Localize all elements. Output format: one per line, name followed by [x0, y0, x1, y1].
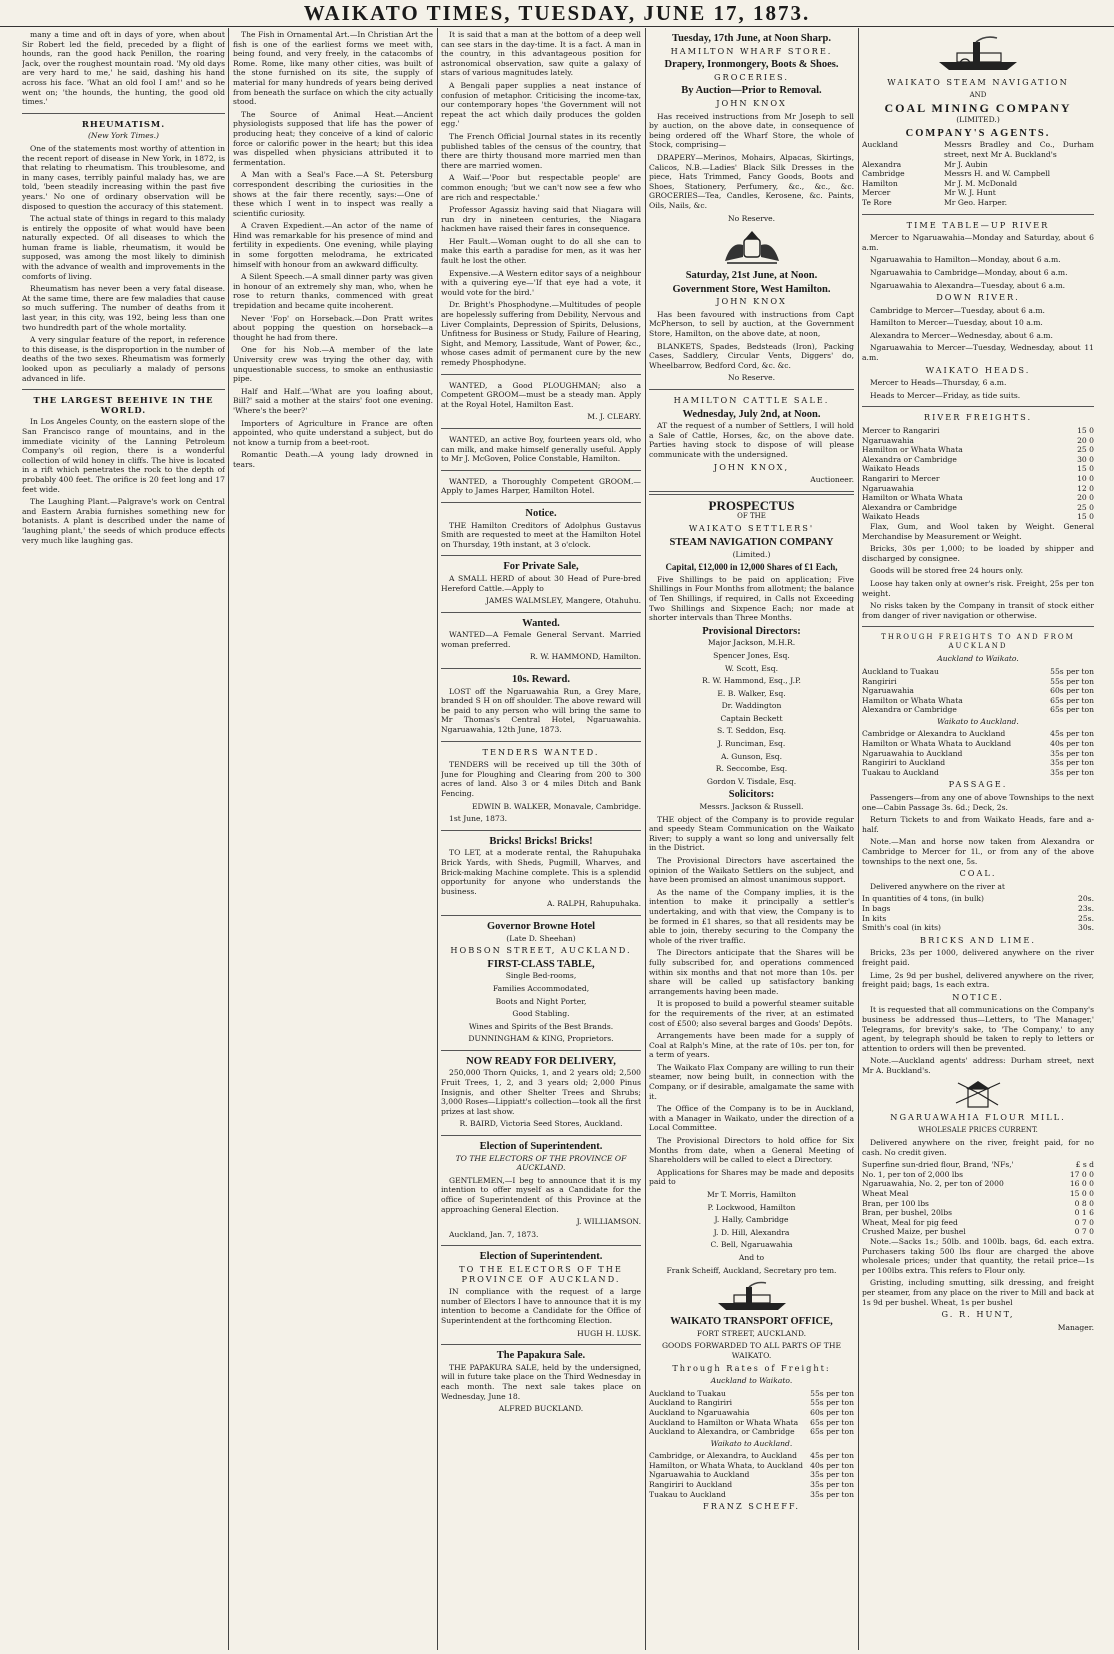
- freight-note: Goods will be stored free 24 hours only.: [870, 566, 1024, 576]
- agent-name: P. Lockwood, Hamilton: [707, 1202, 796, 1212]
- prospectus-body: Arrangements have been made for a supply of Coal at Ralph's Mine, at the rate of 10s. per ton, for a term of years.: [649, 1031, 854, 1060]
- advert-line: Families Accommodated,: [492, 983, 590, 993]
- advert-body: WANTED—A Female General Servant. Married woman preferred.: [441, 630, 641, 649]
- auction-body: Has received instructions from Mr Joseph to sell by auction, on the above date, in consequence of being ordered off the Wharf Store, the whole of Stock, comprising—: [649, 111, 854, 150]
- coal-row: In bags 23s.: [862, 903, 1094, 913]
- rate-row: Cambridge or Alexandra to Auckland 45s per ton: [862, 729, 1094, 739]
- bricks-title: BRICKS AND LIME.: [920, 934, 1036, 945]
- rate-row: Alexandra or Cambridge 65s per ton: [862, 705, 1094, 715]
- mill-signature-title: Manager.: [1057, 1322, 1094, 1332]
- auctioneer-title: Auctioneer.: [810, 475, 854, 485]
- rate-row: Tuakau to Auckland 35s per ton: [862, 767, 1094, 777]
- column-4: [649, 30, 854, 1648]
- advert-body: A SMALL HERD of about 30 Head of Pure-bred Hereford Cattle.—Apply to: [441, 573, 641, 593]
- rates-subtitle: Auckland to Waikato.: [937, 654, 1019, 664]
- price-row: Ngaruawahia, No. 2, per ton of 2000 16 0 0: [862, 1179, 1094, 1189]
- freight-row: Waikato Heads 15 0: [862, 512, 1094, 522]
- advert-signature: EDWIN B. WALKER, Monavale, Cambridge.: [471, 801, 641, 811]
- rate-row: Hamilton or Whata Whata 65s per ton: [862, 695, 1094, 705]
- advert-signature: A. RALPH, Rahupuhaka.: [546, 899, 641, 909]
- column-rule: [645, 28, 646, 1650]
- timetable-line: Ngaruawahia to Alexandra—Tuesday, about 6 a.m.: [870, 280, 1066, 290]
- auction-date: Wednesday, July 2nd, at Noon.: [682, 408, 821, 420]
- prospectus-body: The Office of the Company is to be in Auckland, with a Manager in Waikato, under the direction of a Local Committee.: [649, 1104, 854, 1133]
- timetable-title: DOWN RIVER.: [936, 292, 1020, 303]
- article-source: (New York Times.): [87, 131, 160, 141]
- auction-body: BLANKETS, Spades, Bedsteads (Iron), Packing Cases, Saddlery, Circular Vents, Diggers' do, Wheelbarrow, Bedford Cord, &c. &c.: [649, 341, 854, 370]
- auctioneer-name: JOHN KNOX: [716, 97, 787, 108]
- rate-row: Auckland to Hamilton or Whata Whata 65s per ton: [649, 1417, 854, 1427]
- rates-subtitle: Auckland to Waikato.: [710, 1376, 793, 1386]
- price-row: Bran, per 100 lbs 0 8 0: [862, 1198, 1094, 1208]
- article-paragraph: It is said that a man at the bottom of a deep well can see stars in the day-time. It is a fact. A man in the country, in this advantageous position for astronomical observation, saw quite a galaxy of stars of various magnitudes lately.: [441, 30, 641, 78]
- article-title-beehive: THE LARGEST BEEHIVE IN THE WORLD.: [33, 395, 214, 415]
- rates-subtitle: Waikato to Auckland.: [710, 1438, 793, 1448]
- column-2: [233, 30, 433, 1648]
- transport-title: WAIKATO TRANSPORT OFFICE,: [670, 1316, 833, 1328]
- director-name: A. Gunson, Esq.: [720, 751, 783, 761]
- article-paragraph: A Craven Expedient.—An actor of the name of Hind was remarkable for his presence of mind and fertility in expedients. One evening, while playing in some forgotten melodrama, he extricated himself with honour from an awkward difficulty.: [233, 221, 433, 269]
- rate-row: Ngaruawahia 60s per ton: [862, 686, 1094, 696]
- article-paragraph: A Bengali paper supplies a neat instance of confusion of metaphor. Criticising the income-tax, our contemporary hopes 'the Government will not repeat the act which daily produces the golden egg.': [441, 80, 641, 129]
- timetable-title: TIME TABLE—UP RIVER: [906, 219, 1050, 230]
- prospectus-body: The Directors anticipate that the Shares will be fully subscribed for, and operations commenced within six months and that not more than 10s. per share will be called up satisfactory banking arrangements having been made.: [649, 948, 854, 996]
- advert-title: Notice.: [525, 507, 557, 519]
- article-intro: many a time and oft in days of yore, when about Sir Robert led the field, preceded by a flight of hounds, ran the good hack Penillon, the roaring Jack, over the roughest mountain road. 'My old days are very hard to me,' he said, dashing his hand across his face. 'What an old fool I am!' and so he went on; 'the hounds, the hunting, the good old times.': [22, 30, 225, 107]
- advert-boy: WANTED, an active Boy, fourteen years old, who can milk, and make himself generally useful. Apply to Mr J. McGoven, Police Constable, Hamilton.: [441, 434, 641, 464]
- article-paragraph: The Fish in Ornamental Art.—In Christian Art the fish is one of the earliest forms we meet with, being found, and very freely, in the catacombs of Rome. Rome, like many other cities, was built of the stone furnished on its site, the supply of material for many hundreds of years being derived from beneath the surface on which the city actually stood.: [233, 30, 433, 107]
- prospectus-company: STEAM NAVIGATION COMPANY: [669, 536, 834, 548]
- advert-signature: HUGH H. LUSK.: [577, 1328, 641, 1338]
- article-title-rheumatism: RHEUMATISM.: [81, 118, 166, 129]
- freight-note: Loose hay taken only at owner's risk. Freight, 25s per ton weight.: [862, 578, 1094, 598]
- freight-row: Ngaruawahia 20 0: [862, 435, 1094, 445]
- agent-row: Cambridge Messrs H. and W. Campbell: [862, 169, 1051, 179]
- rate-row: Rangiriri to Auckland 35s per ton: [649, 1480, 854, 1490]
- auction-body: AT the request of a number of Settlers, I will hold a Sale of Cattle, Horses, &c, on the above date. Parties having stock to dispose of will please communicate with the undersigned.: [649, 421, 854, 459]
- passage-body: Return Tickets to and from Waikato Heads, fare and a-half.: [862, 815, 1094, 834]
- rate-row: Ngaruawahia to Auckland 35s per ton: [649, 1470, 854, 1480]
- company-and: AND: [969, 90, 987, 99]
- freight-row: Waikato Heads 15 0: [862, 464, 1094, 474]
- transport-body: GOODS FORWARDED TO ALL PARTS OF THE WAIKATO.: [661, 1341, 841, 1360]
- flour-mill-icon: [948, 1079, 1008, 1109]
- timetable-line: Ngaruawahia to Hamilton—Monday, about 6 a.m.: [870, 255, 1061, 265]
- auction-note: No Reserve.: [727, 373, 776, 383]
- advert-phosphodyne: Dr. Bright's Phosphodyne.—Multitudes of people are hopelessly suffering from Debility, Nervous and Liver Complaints, Depression of Spirits, Delusions, Unfitness for Business or Study, Failure of Hearing, Sight, and Memory, Lassitude, Want of Power, &c., whose cases admit of permanent cure by the new remedy Phosphodyne.: [441, 300, 641, 367]
- coal-title: COAL.: [959, 868, 997, 879]
- royal-arms-icon: [717, 227, 787, 267]
- article-paragraph: A very singular feature of the report, in reference to this disease, is the disproportion in the number of deaths of the two sexes. Rheumatism was formerly looked upon as peculiarly a malady of persons advanced in life.: [22, 335, 225, 383]
- article-paragraph: Importers of Agriculture in France are often appointed, who quite understand a subject, but do not know a turnip from a beet-root.: [233, 418, 433, 447]
- advert-title: Bricks! Bricks! Bricks!: [489, 835, 593, 847]
- agent-name: J. D. Hill, Alexandra: [713, 1227, 790, 1237]
- article-paragraph: The Source of Animal Heat.—Ancient physiologists supposed that life has the power of producing heat; they conceive of a kind of caloric force or calorific power in the heart; but this idea was dispelled when physicians attributed it to fermentation.: [233, 109, 433, 167]
- director-name: Dr. Waddington: [721, 701, 782, 711]
- director-name: Major Jackson, M.H.R.: [707, 638, 796, 648]
- advert-body: THE PAPAKURA SALE, held by the undersigned, will in future take place on the Third Wednesday in each month. The next sale takes place on Wednesday, June 18.: [441, 1362, 641, 1401]
- advert-title: The Papakura Sale.: [496, 1350, 586, 1362]
- rate-row: Auckland to Rangiriri 55s per ton: [649, 1398, 854, 1408]
- rate-row: Ngaruawahia to Auckland 35s per ton: [862, 748, 1094, 758]
- advert-groom: WANTED, a Thoroughly Competent GROOM.—Apply to James Harper, Hamilton Hotel.: [441, 476, 641, 496]
- mill-signature: G. R. HUNT,: [941, 1309, 1015, 1320]
- column-1: [22, 30, 225, 1648]
- agent-name: Mr T. Morris, Hamilton: [706, 1190, 797, 1199]
- agent-name: J. Hally, Cambridge: [714, 1215, 789, 1225]
- rate-row: Auckland to Tuakau 55s per ton: [649, 1388, 854, 1398]
- advert-line: Boots and Night Porter,: [495, 996, 587, 1006]
- article-paragraph: Half and Half.—'What are you loafing about, Bill?' said a mother at the stairs' foot one evening. 'Where's the beer?': [233, 386, 433, 415]
- column-3: [441, 30, 641, 1648]
- advert-subtitle: (Late D. Sheehan): [506, 933, 576, 943]
- prospectus-body: Five Shillings to be paid on application; Five Shillings in Four Months from allotment; the balance of Ten Shillings, if required, in Calls not Exceeding Two Shillings and Sixpence Each; nor made at shorter intervals than Three Months.: [649, 574, 854, 623]
- freight-row: Alexandra or Cambridge 25 0: [862, 502, 1094, 512]
- auction-note: No Reserve.: [727, 213, 776, 223]
- prospectus-body: As the name of the Company implies, it is the intention to make it principally a settler's undertaking, and with that view, the Company is to be formed in £1 shares, so that all residents may be able to join, thereby securing to the Company the whole of the river traffic.: [649, 887, 854, 945]
- agent-row: Mercer Mr W. J. Hunt: [862, 188, 996, 198]
- prospectus-body: THE object of the Company is to provide regular and speedy Steam Communication on the Waikato River; to supply a want so long and universally felt in the District.: [649, 814, 854, 853]
- article-paragraph: Never 'Fop' on Horseback.—Don Pratt writes about popping the question on horseback—a thought he had from there.: [233, 313, 433, 342]
- notice-title: NOTICE.: [952, 991, 1004, 1002]
- advert-body: 250,000 Thorn Quicks, 1, and 2 years old; 2,500 Fruit Trees, 1, 2, and 3 years old; 2,000 Pinus Insignis, and other Shelter Trees and Shrubs; 3,000 Roses—Lippiatt's collection—took all the first prizes at last show.: [441, 1068, 641, 1116]
- agent-name: And to: [738, 1252, 765, 1262]
- advert-line: Single Bed-rooms,: [505, 971, 577, 981]
- timetable-line: Cambridge to Mercer—Tuesday, about 6 a.m.: [870, 305, 1045, 315]
- advert-body: TENDERS will be received up till the 30th of June for Ploughing and Clearing from 200 to 300 acres of land. Also 3 or 4 miles Ditch and Bank Fencing.: [441, 760, 641, 798]
- director-name: Captain Beckett: [720, 713, 783, 723]
- advert-body: TO LET, at a moderate rental, the Rahupuhaka Brick Yards, with Sheds, Pugmill, Wharves, and Brick-making Machine complete. This is a splendid opportunity for anyone who understands the business.: [441, 848, 641, 896]
- timetable-line: Ngaruawahia to Cambridge—Monday, about 6 a.m.: [870, 267, 1068, 277]
- passage-body: Passengers—from any one of above Townships to the next one—Cabin Passage 3s. 6d.; Deck, 2s.: [862, 793, 1094, 812]
- advert-date: Auckland, Jan. 7, 1873.: [449, 1229, 539, 1239]
- timetable-line: Hamilton to Mercer—Tuesday, about 10 a.m.: [870, 318, 1043, 328]
- through-title: THROUGH FREIGHTS TO AND FROM AUCKLAND: [881, 633, 1075, 651]
- prospectus-of: OF THE: [737, 512, 766, 521]
- advert-line: Wines and Spirits of the Best Brands.: [468, 1021, 614, 1031]
- freight-row: Ngaruawahia 12 0: [862, 483, 1094, 493]
- freights-title: RIVER FREIGHTS.: [923, 412, 1033, 423]
- price-row: No. 1, per ton of 2,000 lbs 17 0 0: [862, 1169, 1094, 1179]
- director-name: E. B. Walker, Esq.: [717, 688, 786, 698]
- article-paragraph: The French Official Journal states in its recently published tables of the census of the country, that there are thirty thousand more married men than there are married women.: [441, 131, 641, 170]
- column-rule: [858, 28, 859, 1650]
- advert-signature: J. WILLIAMSON.: [576, 1217, 641, 1227]
- advert-body: LOST off the Ngaruawahia Run, a Grey Mare, branded S H on off shoulder. The above reward will be paid to any person who will bring the same to Mr Thomas's Central Hotel, Ngaruawahia. Ngaruawahia, 12th June, 1873.: [441, 686, 641, 735]
- coal-row: Smith's coal (in kits) 30s.: [862, 923, 1094, 933]
- director-name: R. W. Hammond, Esq., J.P.: [702, 676, 801, 686]
- prospectus-body: Applications for Shares may be made and deposits paid to: [649, 1167, 854, 1187]
- advert-street: HOBSON STREET, AUCKLAND.: [450, 945, 632, 956]
- mill-note: Note.—Sacks 1s.; 50lb. and 100lb. bags, 6d. each extra. Purchasers taking 500 lbs flour are charged the above wholesale prices; under that quantity, the retail price—1s per 100lbs extra. This refers to Flour only.: [862, 1237, 1094, 1275]
- auction-subhead: GROCERIES.: [714, 71, 789, 82]
- article-paragraph: Professor Agassiz having said that Niagara will run dry in nineteen centuries, the Niagara hackmen have raised their fares in consequence.: [441, 205, 641, 234]
- advert-signature: JAMES WALMSLEY, Mangere, Otahuhu.: [485, 596, 641, 606]
- rate-row: Auckland to Tuakau 55s per ton: [862, 666, 1094, 676]
- advert-ploughman: WANTED, a Good PLOUGHMAN; also a Competent GROOM—must be a steady man. Apply at the Royal Hotel, Hamilton East.: [441, 380, 641, 409]
- solicitors-title: Solicitors:: [728, 789, 775, 801]
- advert-body: GENTLEMEN,—I beg to announce that it is my intention to offer myself as a Candidate for the office of Superintendent of this Province at the approaching General Election.: [441, 1175, 641, 1214]
- freight-row: Hamilton or Whata Whata 20 0: [862, 493, 1094, 503]
- prospectus-title: PROSPECTUS: [708, 497, 795, 513]
- auction-venue: HAMILTON WHARF STORE.: [670, 45, 833, 56]
- mill-subtitle: WHOLESALE PRICES CURRENT.: [918, 1126, 1038, 1135]
- agent-row: Hamilton Mr J. M. McDonald: [862, 178, 1018, 188]
- column-rule: [228, 28, 229, 1650]
- price-row: Superfine sun-dried flour, Brand, 'NFs,' £ s d: [862, 1160, 1094, 1170]
- price-row: Crushed Maize, per bushel 0 7 0: [862, 1227, 1094, 1237]
- advert-subtitle: TO THE ELECTORS OF THE PROVINCE OF AUCKLAND.: [459, 1263, 623, 1284]
- coal-intro: Delivered anywhere on the river at: [870, 881, 1005, 891]
- freight-row: Hamilton or Whata Whata 25 0: [862, 445, 1094, 455]
- auction-date: Saturday, 21st June, at Noon.: [685, 270, 818, 282]
- agent-row: Alexandra Mr J. Aubin: [862, 159, 988, 169]
- notice-body: It is requested that all communications on the Company's business be addressed thus—Letters, to 'The Manager,' Telegrams, for brevity's sake, to 'The Company,' to any agent, by telegraph should be taken to reply to letters or attention to orders will then be prevented.: [862, 1005, 1094, 1053]
- advert-signature: M. J. CLEARY.: [587, 412, 641, 422]
- timetable-line: Ngaruawahia to Mercer—Tuesday, Wednesday, about 11 a.m.: [862, 343, 1094, 363]
- freight-note: Flax, Gum, and Wool taken by Weight. General Merchandise by Measurement or Weight.: [862, 521, 1094, 541]
- director-name: W. Scott, Esq.: [725, 663, 778, 673]
- director-name: S. T. Seddon, Esq.: [717, 726, 786, 736]
- prospectus-company: WAIKATO SETTLERS': [688, 523, 815, 534]
- article-paragraph: The Laughing Plant.—Palgrave's work on Central and Eastern Arabia furnishes something new for botanists. A plant is described under the name of 'laughing plant,' the seeds of which produce effects very much like laughing gas.: [22, 497, 225, 545]
- advert-title: Election of Superintendent.: [479, 1251, 603, 1263]
- freight-note: Bricks, 30s per 1,000; to be loaded by shipper and discharged by consignee.: [862, 544, 1094, 563]
- price-row: Wheat, Meal for pig feed 0 7 0: [862, 1217, 1094, 1227]
- prospectus-body: The Waikato Flax Company are willing to run their steamer, now being built, in connection with the Company, or if desirable, amalgamate the same with it.: [649, 1062, 854, 1101]
- auction-body: Has been favoured with instructions from Capt McPherson, to sell by auction, at the Government Store, Hamilton, on the above date, at noon,: [649, 309, 854, 339]
- freight-note: No risks taken by the Company in transit of stock either from danger of river navigation or otherwise.: [862, 601, 1094, 620]
- column-5: [862, 30, 1094, 1648]
- freight-row: Rangariri to Mercer 10 0: [862, 474, 1094, 483]
- auction-headline: By Auction—Prior to Removal.: [681, 85, 822, 97]
- agents-title: COMPANY'S AGENTS.: [905, 127, 1051, 139]
- advert-date: 1st June, 1873.: [449, 814, 508, 824]
- coal-row: In quantities of 4 tons, (in bulk) 20s.: [862, 894, 1094, 904]
- rate-row: Hamilton or Whata Whata to Auckland 40s per ton: [862, 739, 1094, 749]
- advert-body: THE Hamilton Creditors of Adolphus Gustavus Smith are requested to meet at the Hamilton Hotel on Thursday, 19th instant, at 3 o'clock.: [441, 520, 641, 549]
- auction-date: Tuesday, 17th June, at Noon Sharp.: [672, 33, 831, 44]
- freight-row: Alexandra or Cambridge 30 0: [862, 454, 1094, 464]
- article-paragraph: A Man with a Seal's Face.—A St. Petersburg correspondent describing the curiosities in the shows at the fair there recently, says:—One of these which I went in to inspect was really a scientific curiosity.: [233, 170, 433, 218]
- transport-street: FORT STREET, AUCKLAND.: [696, 1328, 807, 1338]
- timetable-line: Mercer to Ngaruawahia—Monday and Saturday, about 6 a.m.: [862, 233, 1094, 252]
- transport-signature: FRANZ SCHEFF.: [703, 1501, 800, 1512]
- timetable-line: Mercer to Heads—Thursday, 6 a.m.: [870, 378, 1007, 388]
- advert-title: Election of Superintendent.: [479, 1141, 603, 1153]
- bricks-body: Lime, 2s 9d per bushel, delivered anywhere on the river, freight paid; bags, 1s each extra.: [862, 970, 1094, 990]
- director-name: R. Seccombe, Esq.: [715, 764, 788, 774]
- prospectus-body: It is proposed to build a powerful steamer suitable for the requirements of the river, at an estimated cost of £500; also several barges and Goods' Depôts.: [649, 999, 854, 1028]
- mill-note: Gristing, including smutting, silk dressing, and freight per steamer, from any place on the river to Mill and back at 1s 9d per bushel. Wheat, 1s per bushel: [862, 1278, 1094, 1307]
- timetable-line: Heads to Mercer—Friday, as tide suits.: [870, 390, 1021, 400]
- passage-title: PASSAGE.: [948, 779, 1008, 790]
- prospectus-body: The Provisional Directors have ascertained the opinion of the Waikato Settlers on the subject, and have been promised an almost unanimous support.: [649, 856, 854, 885]
- auctioneer-name: JOHN KNOX: [716, 296, 787, 307]
- timetable-title: WAIKATO HEADS.: [925, 364, 1031, 375]
- company-title: COAL MINING COMPANY: [884, 100, 1072, 115]
- company-limited: (LIMITED.): [956, 115, 1000, 125]
- advert-title: NOW READY FOR DELIVERY,: [466, 1055, 616, 1067]
- mill-title: NGARUAWAHIA FLOUR MILL.: [890, 1112, 1066, 1123]
- advert-title: For Private Sale,: [503, 561, 579, 573]
- mill-body: Delivered anywhere on the river, freight paid, for no cash. No credit given.: [862, 1138, 1094, 1157]
- agent-name: C. Bell, Ngaruawahia: [710, 1240, 793, 1250]
- advert-body: IN compliance with the request of a large number of Electors I have to announce that it is my intention to become a Candidate for the Office of Superintendent at the forthcoming Election.: [441, 1287, 641, 1325]
- director-name: J. Runciman, Esq.: [717, 739, 786, 749]
- rate-row: Tuakau to Auckland 35s per ton: [649, 1489, 854, 1499]
- rate-row: Hamilton, or Whata Whata, to Auckland 40s per ton: [649, 1460, 854, 1470]
- prospectus-body: The Provisional Directors to hold office for Six Months from date, when a General Meeting of Shareholders will be called to elect a Directory.: [649, 1136, 854, 1165]
- advert-signature: DUNNINGHAM & KING, Proprietors.: [468, 1034, 614, 1044]
- article-paragraph: Expensive.—A Western editor says of a neighbour with a quivering eye—'If that eye had a vote, it would vote for the bird.': [441, 268, 641, 297]
- solicitors-name: Messrs. Jackson & Russell.: [699, 802, 804, 812]
- advert-headline: FIRST-CLASS TABLE,: [487, 958, 595, 970]
- article-paragraph: One for his Nob.—A member of the late University crew was trying the other day, with unquestionable success, to smoke an enthusiastic pipe.: [233, 345, 433, 384]
- auctioneer-name: JOHN KNOX,: [713, 461, 790, 472]
- advert-signature: R. BAIRD, Victoria Seed Stores, Auckland.: [459, 1119, 623, 1129]
- masthead: WAIKATO TIMES, TUESDAY, JUNE 17, 1873.: [0, 0, 1114, 27]
- steamship-icon: [712, 1279, 792, 1313]
- director-name: Spencer Jones, Esq.: [713, 650, 790, 660]
- auction-title: HAMILTON CATTLE SALE.: [673, 395, 830, 406]
- rate-row: Auckland to Ngaruawahia 60s per ton: [649, 1407, 854, 1417]
- rate-row: Rangiriri to Auckland 35s per ton: [862, 758, 1094, 768]
- steamship-icon: [933, 34, 1023, 74]
- advert-signature: R. W. HAMMOND, Hamilton.: [529, 652, 641, 662]
- rate-row: Cambridge, or Alexandra, to Auckland 45s per ton: [649, 1451, 854, 1461]
- article-paragraph: One of the statements most worthy of attention in the recent report of disease in New York, in 1872, is that relating to rheumatism. This troublesome, and in many cases, terribly painful malady has, we are told, 'been steadily increasing within the past five years.' No one of ordinary observation will be disposed to question the accuracy of this statement.: [22, 143, 225, 211]
- advert-line: Good Stabling.: [512, 1009, 570, 1019]
- advert-title: Wanted.: [522, 617, 560, 629]
- agent-row: Auckland Messrs Bradley and Co., Durham street, next Mr A. Buckland's: [862, 140, 1094, 159]
- article-paragraph: A Silent Speech.—A small dinner party was given in honour of an extremely shy man, who, when he rose to return thanks, commenced with great trepidation and became quite incoherent.: [233, 272, 433, 311]
- freight-row: Mercer to Rangariri 15 0: [862, 426, 1094, 436]
- auction-headline: Drapery, Ironmongery, Boots & Shoes.: [664, 59, 839, 71]
- rates-subtitle: Waikato to Auckland.: [937, 716, 1019, 726]
- passage-body: Note.—Man and horse now taken from Alexandra or Cambridge to Mercer for 1l., or from any of the above townships to the next one, 5s.: [862, 837, 1094, 866]
- auction-venue: Government Store, West Hamilton.: [672, 283, 831, 295]
- article-paragraph: A Waif.—'Poor but respectable people' are common enough; 'but we can't now see a few who are rich and respectable.': [441, 173, 641, 202]
- advert-title: TENDERS WANTED.: [482, 746, 600, 757]
- advert-signature: ALFRED BUCKLAND.: [498, 1404, 584, 1414]
- article-paragraph: Rheumatism has never been a very fatal disease. At the same time, there are few maladies that cause so much suffering. The number of deaths from it last year, in this city, was 192, being less than one two hundredth part of the whole mortality.: [22, 284, 225, 332]
- article-paragraph: In Los Angeles County, on the eastern slope of the San Francisco range of mountains, and in the immediate vicinity of the Lanning Petroleum Company's oil region, there is a wonderful collection of wild honey in cliffs. The hive is located in a rift which penetrates the rock to the depth of probably 400 feet. The orifice is 20 feet long and 17 feet wide.: [22, 417, 225, 494]
- bricks-body: Bricks, 23s per 1000, delivered anywhere on the river freight paid.: [862, 948, 1094, 967]
- rate-row: Rangiriri 55s per ton: [862, 676, 1094, 686]
- auction-body: DRAPERY—Merinos, Mohairs, Alpacas, Skirtings, Calicos, N.B.—Ladies' Black Silk Dresses in the piece, Hats Trimmed, Fancy Goods, Boots and Shoes, Stationery, Perfumery, &c., &c., &c. GROCERIES—Tea, Candles, Kerosene, &c. Paints, Oils, Nails, &c.: [649, 152, 854, 210]
- directors-title: Provisional Directors:: [702, 625, 801, 637]
- advert-title: Governor Browne Hotel: [486, 920, 596, 932]
- price-row: Bran, per bushel, 20lbs 0 1 6: [862, 1208, 1094, 1218]
- company-title: WAIKATO STEAM NAVIGATION: [887, 77, 1069, 87]
- price-row: Wheat Meal 15 0 0: [862, 1189, 1094, 1199]
- advert-subtitle: TO THE ELECTORS OF THE PROVINCE OF AUCKLAND.: [455, 1153, 627, 1173]
- agent-name: Frank Scheiff, Auckland, Secretary pro tem.: [666, 1265, 837, 1275]
- advert-title: 10s. Reward.: [511, 674, 571, 686]
- agent-row: Te Rore Mr Geo. Harper.: [862, 197, 1007, 207]
- timetable-line: Alexandra to Mercer—Wednesday, about 6 a.m.: [870, 330, 1053, 340]
- article-paragraph: Her Fault.—Woman ought to do all she can to make this earth a paradise for men, as it was her fault he lost the other.: [441, 236, 641, 266]
- prospectus-limited: (Limited.): [732, 549, 771, 559]
- rate-row: Auckland to Alexandra, or Cambridge 65s per ton: [649, 1427, 854, 1437]
- director-name: Gordon V. Tisdale, Esq.: [706, 776, 797, 786]
- article-paragraph: The actual state of things in regard to this malady is entirely the opposite of what would have been naturally expected. Of all diseases to which the human frame is liable, rheumatism, it would be supposed, was among the most likely to diminish with the advance of wealth and improvements in the comforts of living.: [22, 214, 225, 281]
- notice-body: Note.—Auckland agents' address: Durham street, next Mr A. Buckland's.: [862, 1056, 1094, 1075]
- article-paragraph: Romantic Death.—A young lady drowned in tears.: [233, 450, 433, 469]
- column-rule: [437, 28, 438, 1650]
- prospectus-capital: Capital, £12,000 in 12,000 Shares of £1 Each,: [665, 562, 838, 573]
- coal-row: In kits 25s.: [862, 913, 1094, 923]
- rates-title: Through Rates of Freight:: [672, 1362, 831, 1373]
